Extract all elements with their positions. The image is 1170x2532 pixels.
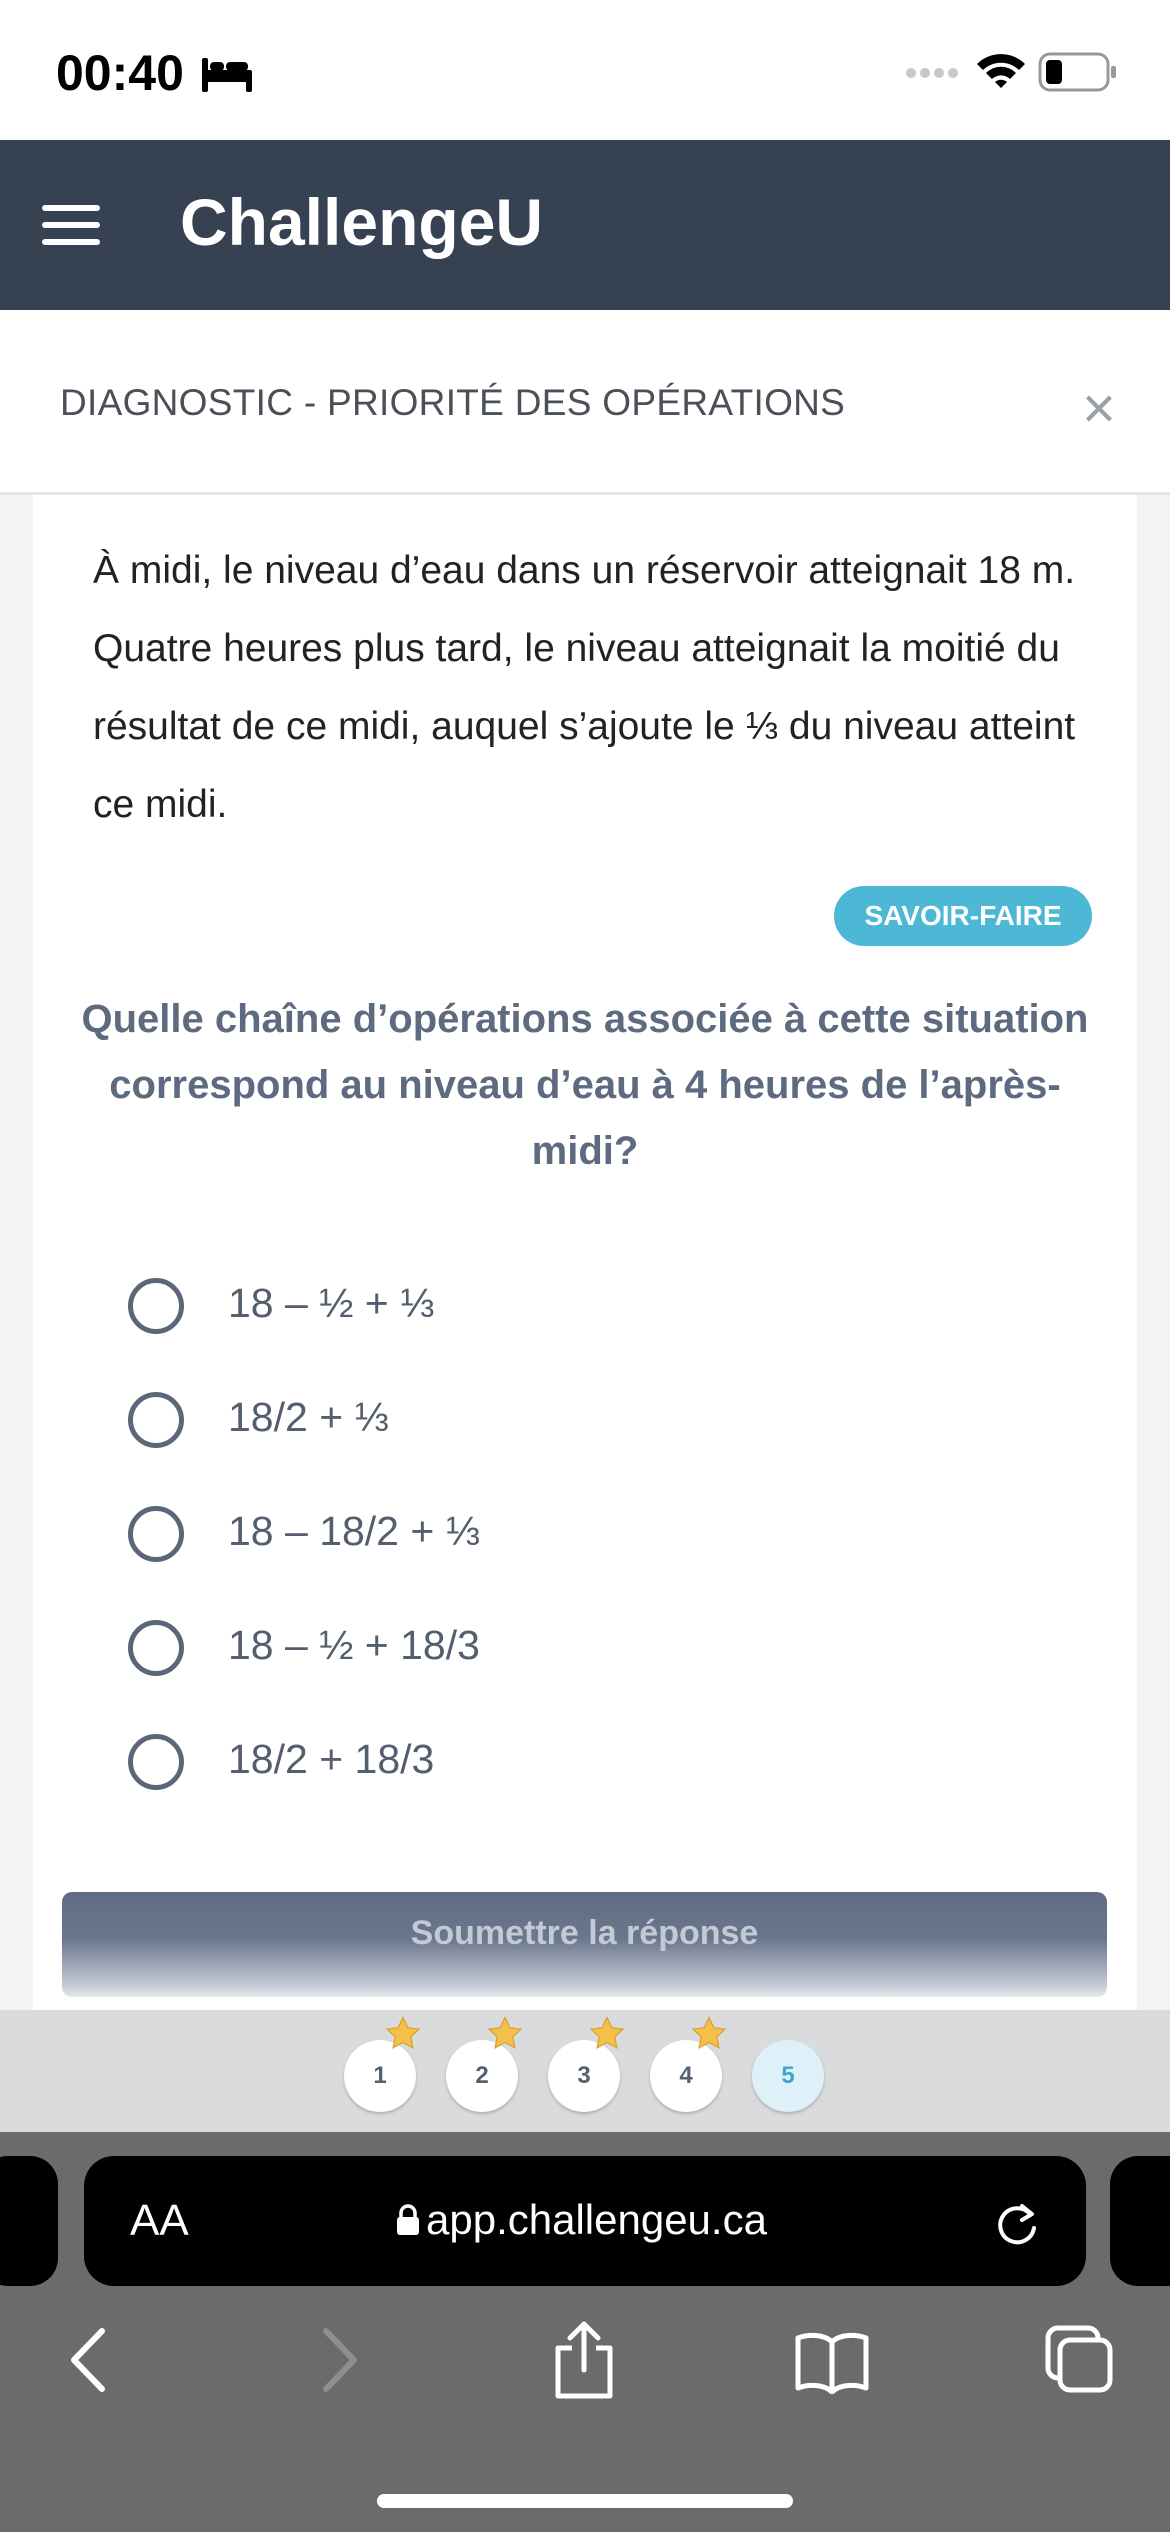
bookmarks-icon[interactable] [794,2330,870,2394]
previous-tab-preview[interactable] [0,2156,58,2286]
star-icon [588,2016,626,2052]
answer-label: 18/2 + ⅓ [228,1394,389,1440]
star-icon [690,2016,728,2052]
answer-option[interactable] [128,1506,1028,1566]
answer-option[interactable] [128,1620,1028,1680]
answer-label: 18 – ½ + ⅓ [228,1280,435,1326]
home-indicator[interactable] [377,2494,793,2508]
share-icon[interactable] [552,2320,616,2400]
wifi-icon [975,50,1027,90]
app-title: ChallengeU [180,185,544,259]
question-text: Quelle chaîne d’opérations associée à cette situation correspond au niveau d’eau à 4 heures de l’après-midi? [81,997,1089,1173]
battery-icon [1038,52,1118,92]
diagnostic-title: DIAGNOSTIC - PRIORITÉ DES OPÉRATIONS [60,382,846,423]
star-icon [486,2016,524,2052]
answer-label: 18/2 + 18/3 [228,1736,435,1782]
reload-icon[interactable] [992,2198,1042,2250]
status-time: 00:40 [56,45,184,101]
page-dot-4[interactable] [650,2040,722,2112]
page-dot-5[interactable] [752,2040,824,2112]
page-number: 4 [679,2062,693,2089]
url-text[interactable]: app.challengeu.ca [426,2196,767,2243]
close-icon[interactable]: × [1082,376,1116,441]
radio-button[interactable] [128,1278,184,1334]
radio-button[interactable] [128,1620,184,1676]
radio-button[interactable] [128,1506,184,1562]
answer-label: 18 – 18/2 + ⅓ [228,1508,480,1554]
answer-label: 18 – ½ + 18/3 [228,1622,480,1668]
radio-button[interactable] [128,1734,184,1790]
answer-option[interactable] [128,1278,1028,1338]
page-number: 5 [781,2062,795,2089]
app-header [0,140,1170,310]
page-number: 3 [577,2062,591,2089]
submit-button[interactable] [62,1892,1107,1997]
answer-option[interactable] [128,1392,1028,1452]
skill-badge: SAVOIR-FAIRE [834,886,1092,946]
back-icon[interactable] [66,2325,110,2395]
text-size-button[interactable]: AA [130,2196,189,2245]
page-number: 1 [373,2062,387,2089]
submit-label: Soumettre la réponse [410,1914,759,1952]
lock-icon [395,2203,421,2237]
page-dot-3[interactable] [548,2040,620,2112]
star-icon [384,2016,422,2052]
page-dot-1[interactable] [344,2040,416,2112]
cellular-signal-icon [905,66,959,80]
menu-icon[interactable] [42,205,100,245]
page-number: 2 [475,2062,489,2089]
page-dot-2[interactable] [446,2040,518,2112]
radio-button[interactable] [128,1392,184,1448]
sleep-focus-icon [202,56,252,92]
forward-icon[interactable] [318,2325,362,2395]
problem-text: À midi, le niveau d’eau dans un réservoir atteignait 18 m. Quatre heures plus tard, le niveau atteignait la moitié du résultat de ce midi, auquel s’ajoute le ⅓ du niveau atteint ce midi. [93,549,1076,826]
tabs-icon[interactable] [1044,2324,1114,2394]
next-tab-preview[interactable] [1110,2156,1170,2286]
answer-option[interactable] [128,1734,1028,1794]
